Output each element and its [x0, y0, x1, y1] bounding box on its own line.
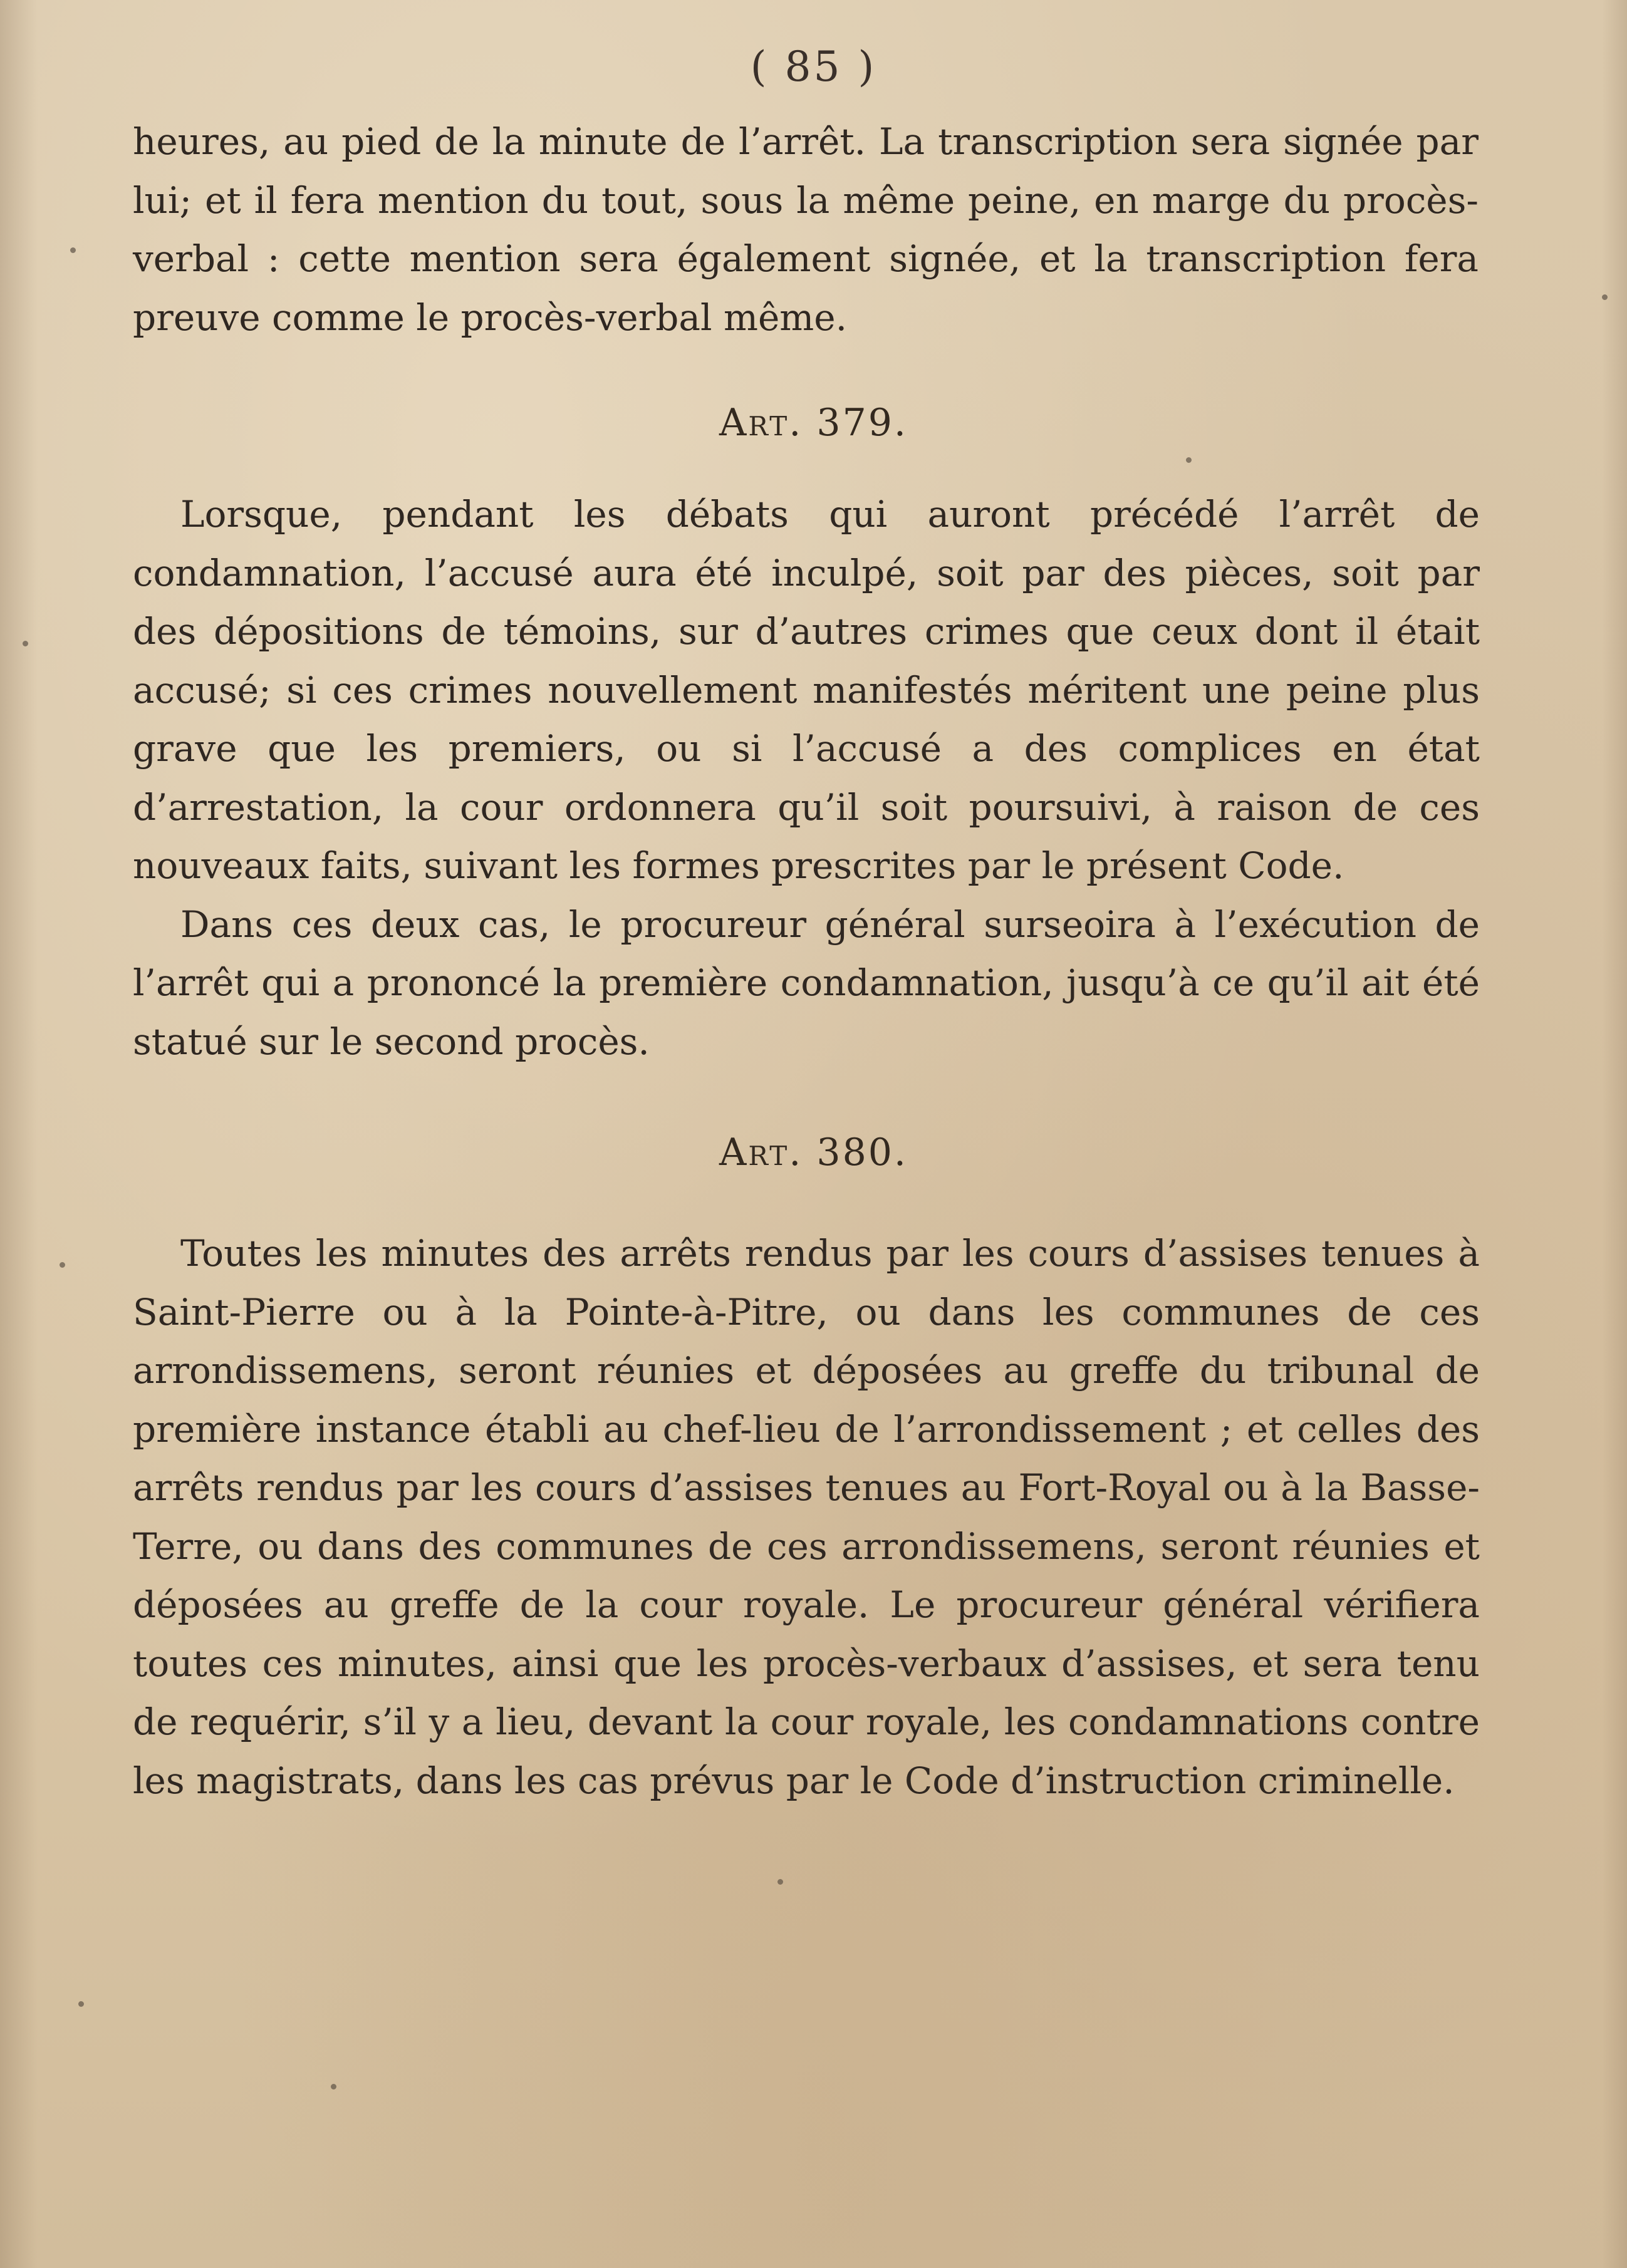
paper-speck — [23, 641, 28, 646]
article-380-heading: Art. 380. — [719, 1131, 908, 1174]
paper-speck — [1602, 294, 1608, 300]
paper-speck — [777, 1879, 783, 1885]
article-379-paragraph-2: Dans ces deux cas, le procureur général surseoira à l’exécution de l’arrêt qui a prononcé la première condamnation, jusqu’à ce qu’il ait été statué sur le second procès. — [133, 903, 1480, 1063]
paper-speck — [1186, 457, 1192, 463]
paper-speck — [78, 2001, 84, 2007]
article-379-paragraph-1: Lorsque, pendant les débats qui auront précédé l’arrêt de condamnation, l’accusé aura été inculpé, soit par des pièces, soit par des dépositions de témoins, sur d’autres crimes que ceux dont il était accusé; si ces crimes nouvellement manifestés méritent une peine plus grave que les premiers, ou si l’accusé a des complices en état d’arrestation, la cour ordonnera qu’il soit poursuivi, à raison de ces nouveaux faits, suivant les formes prescrites par le présent Code. — [133, 493, 1480, 887]
paper-speck — [331, 2084, 336, 2089]
article-380-paragraph-1: Toutes les minutes des arrêts rendus par les cours d’assises tenues à Saint-Pierre ou à la Pointe-à-Pitre, ou dans les communes de ces arrondissemens, seront réunies et déposées au greffe du tribunal de première instance établi au chef-lieu de l’arrondissement ; et celles des arrêts rendus par les cours d’assises tenues au Fort-Royal ou à la Basse-Terre, ou dans des communes de ces arrondissemens, seront réunies et déposées au greffe de la cour royale. Le procureur général vérifiera toutes ces minutes, ainsi que les procès-verbaux d’assises, et sera tenu de requérir, s’il y a lieu, devant la cour royale, les condamnations contre les magistrats, dans les cas prévus par le Code d’instruction criminelle. — [133, 1232, 1480, 1802]
article-379-heading: Art. 379. — [719, 401, 908, 445]
paper-speck — [60, 1262, 65, 1268]
article-380-body — [133, 1225, 1480, 1810]
article-379-body — [133, 485, 1480, 1071]
continuation-paragraph-block — [133, 113, 1479, 347]
continuation-paragraph: heures, au pied de la minute de l’arrêt. La transcription sera signée par lui; et il fera mention du tout, sous la même peine, en marge du procès-verbal : cette mention sera également signée, et la transcription fera preuve comme le procès-verbal même. — [133, 120, 1479, 339]
paper-speck — [70, 247, 76, 253]
page-number: ( 85 ) — [750, 43, 877, 91]
